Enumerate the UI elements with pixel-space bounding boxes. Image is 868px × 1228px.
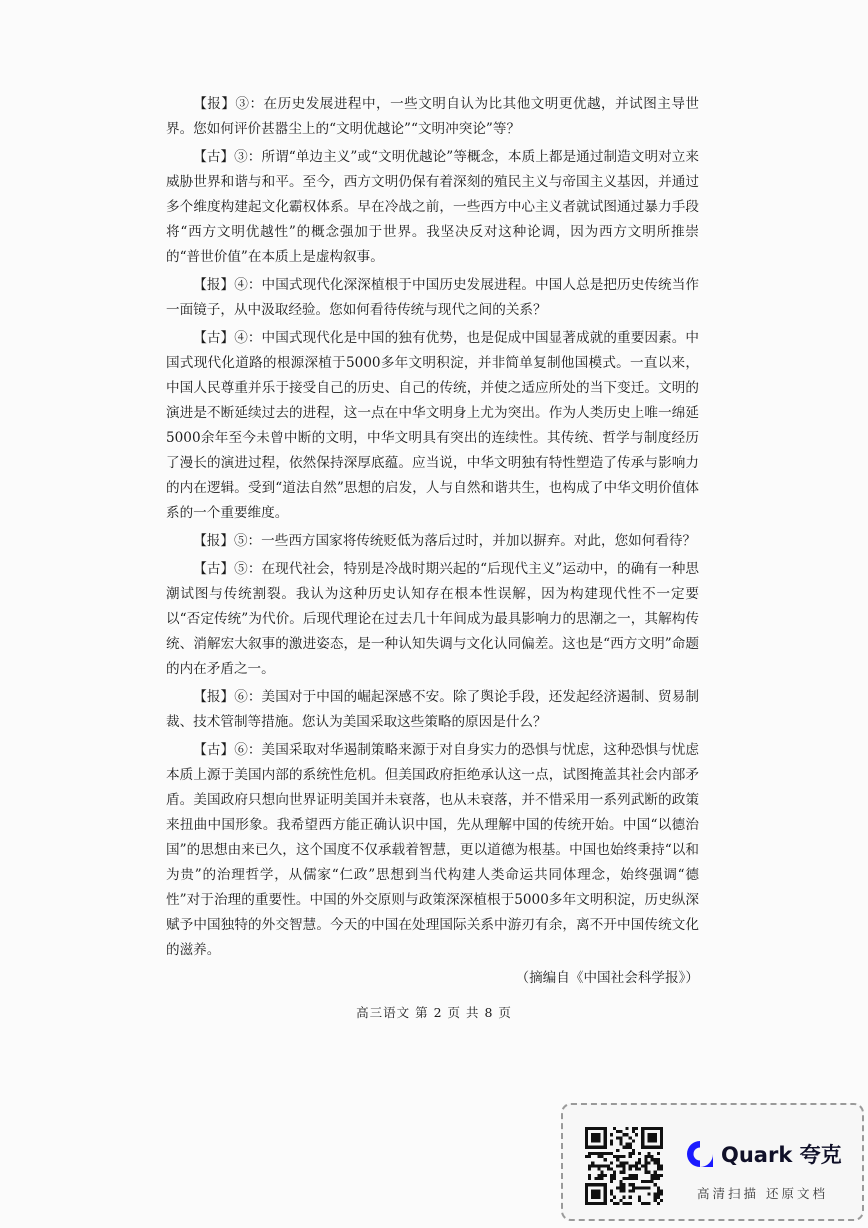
interview-answer-4: 【古】④：中国式现代化是中国的独有优势，也是促成中国显著成就的重要因素。中国式现代化道路的根源深植于5000多年文明积淀，并非简单复制他国模式。一直以来，中国人民尊重并乐于接受自己的历史、自己的传统，并使之适应所处的当下变迁。文明的演进是不断延续过去的进程，这一点在中华文明身上尤为突出。作为人类历史上唯一绵延5000余年至今未曾中断的文明，中华文明具有突出的连续性。其传统、哲学与制度经历了漫长的演进过程，依然保持深厚底蕴。应当说，中华文明独有特性塑造了传承与影响力的内在逻辑。受到“道法自然”思想的启发，人与自然和谐共生，也构成了中华文明价值体系的一个重要维度。 (166, 330, 699, 521)
interview-answer-5: 【古】⑤：在现代社会，特别是冷战时期兴起的“后现代主义”运动中，的确有一种思潮试图与传统割裂。我认为这种历史认知存在根本性误解，因为构建现代性不一定要以“否定传统”为代价。后现代理论在过去几十年间成为最具影响力的思潮之一，其解构传统、消解宏大叙事的激进姿态，是一种认知失调与文化认同偏差。这也是“西方文明”命题的内在矛盾之一。 (166, 561, 699, 677)
page-footer: 高三语文 第 2 页 共 8 页 (356, 1005, 512, 1020)
brand-logo (685, 1137, 855, 1177)
interview-question-3: 【报】③：在历史发展进程中，一些文明自认为比其他文明更优越，并试图主导世界。您如何评价甚嚣尘上的“文明优越论”“文明冲突论”等？ (166, 96, 699, 137)
scan-watermark (561, 1103, 864, 1221)
interview-question-5: 【报】⑤：一些西方国家将传统贬低为落后过时，并加以摒弃。对此，您如何看待？ (193, 533, 697, 549)
interview-question-4: 【报】④：中国式现代化深深植根于中国历史发展进程。中国人总是把历史传统当作一面镜子，从中汲取经验。您如何看待传统与现代之间的关系？ (166, 277, 699, 318)
interview-answer-3: 【古】③：所谓“单边主义”或“文明优越论”等概念，本质上都是通过制造文明对立来威胁世界和谐与和平。至今，西方文明仍保有着深刻的殖民主义与帝国主义基因，并通过多个维度构建起文化霸权体系。早在冷战之前，一些西方中心主义者就试图通过暴力手段将“西方文明优越性”的概念强加于世界。我坚决反对这种论调，因为西方文明所推崇的“普世价值”在本质上是虚构叙事。 (166, 149, 699, 265)
article-body (166, 92, 699, 991)
interview-answer-6: 【古】⑥：美国采取对华遏制策略来源于对自身实力的恐惧与忧虑，这种恐惧与忧虑本质上源于美国内部的系统性危机。但美国政府拒绝承认这一点，试图掩盖其社会内部矛盾。美国政府只想向世界证明美国并未衰落，也从未衰落，并不惜采用一系列武断的政策来扭曲中国形象。我希望西方能正确认识中国，先从理解中国的传统开始。中国“以德治国”的思想由来已久，这个国度不仅承载着智慧，更以道德为根基。中国也始终秉持“以和为贵”的治理哲学，从儒家“仁政”思想到当代构建人类命运共同体理念，始终强调“德性”对于治理的重要性。中国的外交原则与政策深深植根于5000多年文明积淀，历史纵深赋予中国独特的外交智慧。今天的中国在处理国际关系中游刃有余，离不开中国传统文化的滋养。 (166, 742, 699, 958)
brand-tagline: 高清扫描 还原文档 (697, 1186, 828, 1201)
interview-question-6: 【报】⑥：美国对于中国的崛起深感不安。除了舆论手段，还发起经济遏制、贸易制裁、技术管制等措施。您认为美国采取这些策略的原因是什么？ (166, 689, 699, 730)
qr-code-icon (585, 1127, 663, 1205)
source-citation: （摘编自《中国社会科学报》） (515, 970, 699, 986)
quark-logo-icon (685, 1139, 715, 1169)
brand-name: Quark 夸克 (721, 1143, 842, 1167)
